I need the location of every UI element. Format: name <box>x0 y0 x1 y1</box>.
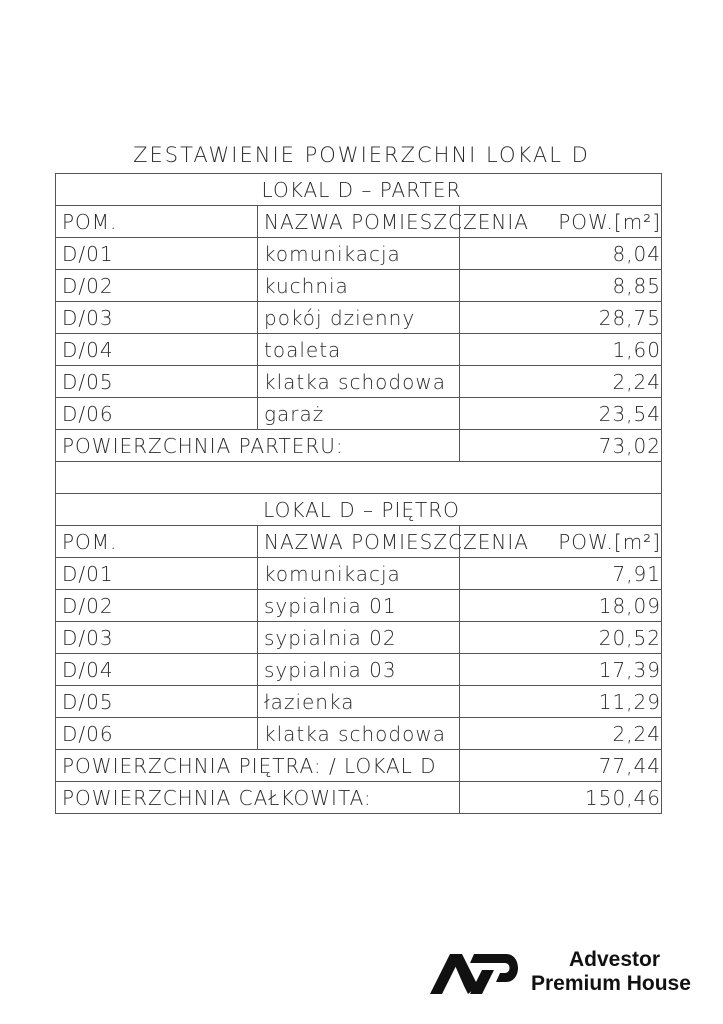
grand-total-label: POWIERZCHNIA CAŁKOWITA: <box>56 782 460 814</box>
parter-column-headers <box>56 206 662 238</box>
parter-total-row <box>56 430 662 462</box>
room-area: 1,60 <box>460 334 662 366</box>
table-row <box>56 398 662 430</box>
room-code: D/05 <box>56 686 258 718</box>
table-row <box>56 366 662 398</box>
pietro-column-headers <box>56 526 662 558</box>
table-row <box>56 686 662 718</box>
grand-total-value: 150,46 <box>460 782 662 814</box>
area-table <box>55 173 662 814</box>
room-area: 23,54 <box>460 398 662 430</box>
pietro-total-row <box>56 750 662 782</box>
room-area: 17,39 <box>460 654 662 686</box>
room-area: 2,24 <box>460 718 662 750</box>
room-area: 8,04 <box>460 238 662 270</box>
col-name: NAZWA POMIESZCZENIA <box>258 206 460 238</box>
advestor-logo <box>430 948 710 998</box>
room-area: 7,91 <box>460 558 662 590</box>
room-code: D/03 <box>56 622 258 654</box>
room-code: D/02 <box>56 270 258 302</box>
table-row <box>56 590 662 622</box>
spacer-row <box>56 462 662 494</box>
table-row <box>56 622 662 654</box>
room-code: D/06 <box>56 398 258 430</box>
room-code: D/01 <box>56 238 258 270</box>
pietro-total-value: 77,44 <box>460 750 662 782</box>
pietro-section-header <box>56 494 662 526</box>
room-name: sypialnia 02 <box>258 622 460 654</box>
table-row <box>56 334 662 366</box>
room-name: klatka schodowa <box>258 366 460 398</box>
room-area: 20,52 <box>460 622 662 654</box>
table-row <box>56 238 662 270</box>
room-area: 2,24 <box>460 366 662 398</box>
room-name: komunikacja <box>258 238 460 270</box>
room-name: klatka schodowa <box>258 718 460 750</box>
parter-total-value: 73,02 <box>460 430 662 462</box>
room-code: D/04 <box>56 334 258 366</box>
room-area: 28,75 <box>460 302 662 334</box>
room-name: sypialnia 03 <box>258 654 460 686</box>
document-title: ZESTAWIENIE POWIERZCHNI LOKAL D <box>133 143 590 167</box>
table-row <box>56 558 662 590</box>
spacer-cell <box>56 462 662 494</box>
room-code: D/06 <box>56 718 258 750</box>
parter-header: LOKAL D – PARTER <box>56 174 662 206</box>
room-name: pokój dzienny <box>258 302 460 334</box>
room-name: sypialnia 01 <box>258 590 460 622</box>
col-name: NAZWA POMIESZCZENIA <box>258 526 460 558</box>
pietro-header: LOKAL D – PIĘTRO <box>56 494 662 526</box>
ap-logo-icon <box>430 948 525 994</box>
room-code: D/04 <box>56 654 258 686</box>
room-name: kuchnia <box>258 270 460 302</box>
table-row <box>56 654 662 686</box>
room-area: 18,09 <box>460 590 662 622</box>
room-code: D/03 <box>56 302 258 334</box>
parter-total-label: POWIERZCHNIA PARTERU: <box>56 430 460 462</box>
col-area: POW.[m²] <box>460 206 662 238</box>
room-name: garaż <box>258 398 460 430</box>
room-area: 8,85 <box>460 270 662 302</box>
table-row <box>56 718 662 750</box>
parter-section-header <box>56 174 662 206</box>
col-pom: POM. <box>56 526 258 558</box>
logo-line-1: Advestor <box>569 948 661 971</box>
col-area: POW.[m²] <box>460 526 662 558</box>
room-code: D/05 <box>56 366 258 398</box>
grand-total-row <box>56 782 662 814</box>
table-row <box>56 270 662 302</box>
logo-line-2: Premium House <box>531 972 691 995</box>
pietro-total-label: POWIERZCHNIA PIĘTRA: / LOKAL D <box>56 750 460 782</box>
room-area: 11,29 <box>460 686 662 718</box>
room-name: łazienka <box>258 686 460 718</box>
room-code: D/02 <box>56 590 258 622</box>
table-row <box>56 302 662 334</box>
room-name: komunikacja <box>258 558 460 590</box>
room-code: D/01 <box>56 558 258 590</box>
room-name: toaleta <box>258 334 460 366</box>
col-pom: POM. <box>56 206 258 238</box>
